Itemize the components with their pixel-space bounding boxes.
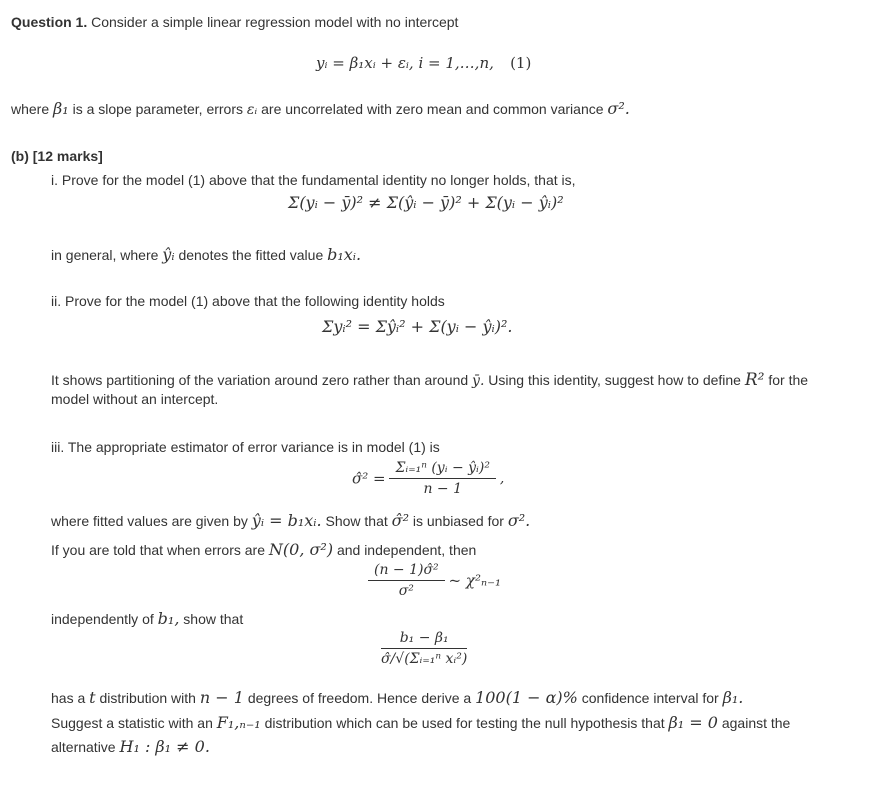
chi-rhs: ~ χ²ₙ₋₁ (448, 571, 501, 590)
part-i-note (51, 245, 361, 264)
sigmahat-fraction (389, 460, 495, 497)
suggest-prefix: Suggest a statistic with an (51, 715, 213, 731)
question-intro: Consider a simple linear regression model with no intercept (91, 14, 459, 30)
part-b-label: (b) [12 marks] (11, 148, 103, 164)
where-suffix: are uncorrelated with zero mean and common variance (261, 101, 604, 117)
chi-denominator: σ² (398, 583, 414, 599)
beta1-ci: β₁. (722, 688, 744, 707)
normal-dist: N(0, σ²) (268, 540, 334, 559)
chi-square-equation (368, 562, 501, 599)
t-numerator: b₁ − β₁ (381, 630, 467, 649)
fitted-value: b₁xᵢ. (327, 245, 362, 264)
part-ii-equation (322, 317, 513, 336)
alt-hypothesis: H₁ : β₁ ≠ 0. (119, 737, 210, 756)
chi-numerator: (n − 1)σ̂² (368, 562, 445, 581)
fitted-prefix: where fitted values are given by (51, 513, 248, 529)
equation-1-body: yᵢ = β₁xᵢ + εᵢ, i = 1,…,n, (316, 54, 494, 72)
part-iii-suggest-line (51, 713, 790, 732)
sigmahat-equation (352, 460, 504, 497)
part-ii-note-line1 (51, 370, 808, 390)
degrees-freedom: n − 1 (199, 688, 244, 707)
part-ii-equation-body: Σyᵢ² = Σŷᵢ² + Σ(yᵢ − ŷᵢ)². (322, 317, 513, 336)
t-fraction (381, 630, 467, 667)
part-i-equation-body: Σ(yᵢ − ȳ)² ≠ Σ(ŷᵢ − ȳ)² + Σ(yᵢ − ŷᵢ)² (288, 193, 564, 212)
question-header (11, 14, 458, 30)
t-statistic-equation (381, 630, 467, 667)
part-iii-alt-line (51, 737, 210, 756)
part-iii-fitted-line (51, 511, 530, 530)
sigmahat-numerator: Σᵢ₌₁ⁿ (yᵢ − ŷᵢ)² (389, 460, 495, 479)
part-ii-note-mid: Using this identity, suggest how to define (488, 372, 741, 388)
part-i-note-prefix: in general, where (51, 247, 159, 263)
alt-prefix: alternative (51, 739, 116, 755)
sigmahat-symbol: σ̂² (391, 511, 409, 530)
part-i-heading: i. Prove for the model (1) above that the fundamental identity no longer holds, that is, (51, 172, 576, 188)
told-suffix: and independent, then (336, 542, 477, 558)
part-ii-heading: ii. Prove for the model (1) above that the following identity holds (51, 293, 445, 309)
has-suffix: confidence interval for (581, 690, 719, 706)
part-iii-heading: iii. The appropriate estimator of error variance is in model (1) is (51, 439, 440, 455)
beta1-symbol: β₁ (53, 99, 69, 118)
sigmahat-comma: , (499, 470, 505, 487)
has-prefix: has a (51, 690, 86, 706)
ybar-symbol: ȳ. (472, 373, 485, 389)
b1-symbol: b₁, (157, 609, 180, 628)
fitted-suffix: is unbiased for (412, 513, 504, 529)
t-symbol: t (89, 688, 96, 707)
part-i-equation (288, 193, 564, 212)
t-denominator: σ̂/√(Σᵢ₌₁ⁿ xᵢ²) (381, 651, 468, 667)
ci-level: 100(1 − α)% (475, 688, 578, 707)
part-i-note-mid: denotes the fitted value (178, 247, 324, 263)
equation-1-tag: (1) (510, 54, 532, 72)
part-iii-told-line (51, 540, 476, 559)
f-dist: F₁,ₙ₋₁ (216, 713, 261, 732)
part-ii-note-line2: model without an intercept. (51, 391, 219, 407)
indep-prefix: independently of (51, 611, 154, 627)
sigma2-symbol: σ². (607, 99, 630, 118)
has-mid2: degrees of freedom. Hence derive a (247, 690, 472, 706)
sigma2-inline: σ². (507, 511, 531, 530)
suggest-suffix: against the (721, 715, 791, 731)
chi-fraction (368, 562, 445, 599)
fitted-equation: ŷᵢ = b₁xᵢ. (251, 511, 322, 530)
r2-symbol: R² (744, 370, 765, 390)
fitted-mid: Show that (325, 513, 388, 529)
part-iii-has-line (51, 688, 743, 707)
has-mid: distribution with (99, 690, 196, 706)
part-iii-indep-line (51, 609, 243, 628)
null-hypothesis: β₁ = 0 (668, 713, 718, 732)
sigmahat-denominator: n − 1 (423, 481, 462, 497)
sigmahat-lhs: σ̂² = (352, 469, 386, 488)
part-ii-note-suffix: for the (768, 372, 809, 388)
indep-suffix: show that (183, 611, 244, 627)
told-prefix: If you are told that when errors are (51, 542, 265, 558)
question-label: Question 1. (11, 14, 88, 30)
part-ii-note-prefix: It shows partitioning of the variation around zero rather than around (51, 372, 469, 388)
where-mid: is a slope parameter, errors (72, 101, 243, 117)
question-where-line (11, 99, 630, 118)
epsilon-symbol: εᵢ (246, 102, 258, 118)
yhat-symbol: ŷᵢ (162, 245, 175, 264)
suggest-mid: distribution which can be used for testing the null hypothesis that (264, 715, 665, 731)
where-prefix: where (11, 101, 50, 117)
equation-1 (316, 54, 531, 72)
